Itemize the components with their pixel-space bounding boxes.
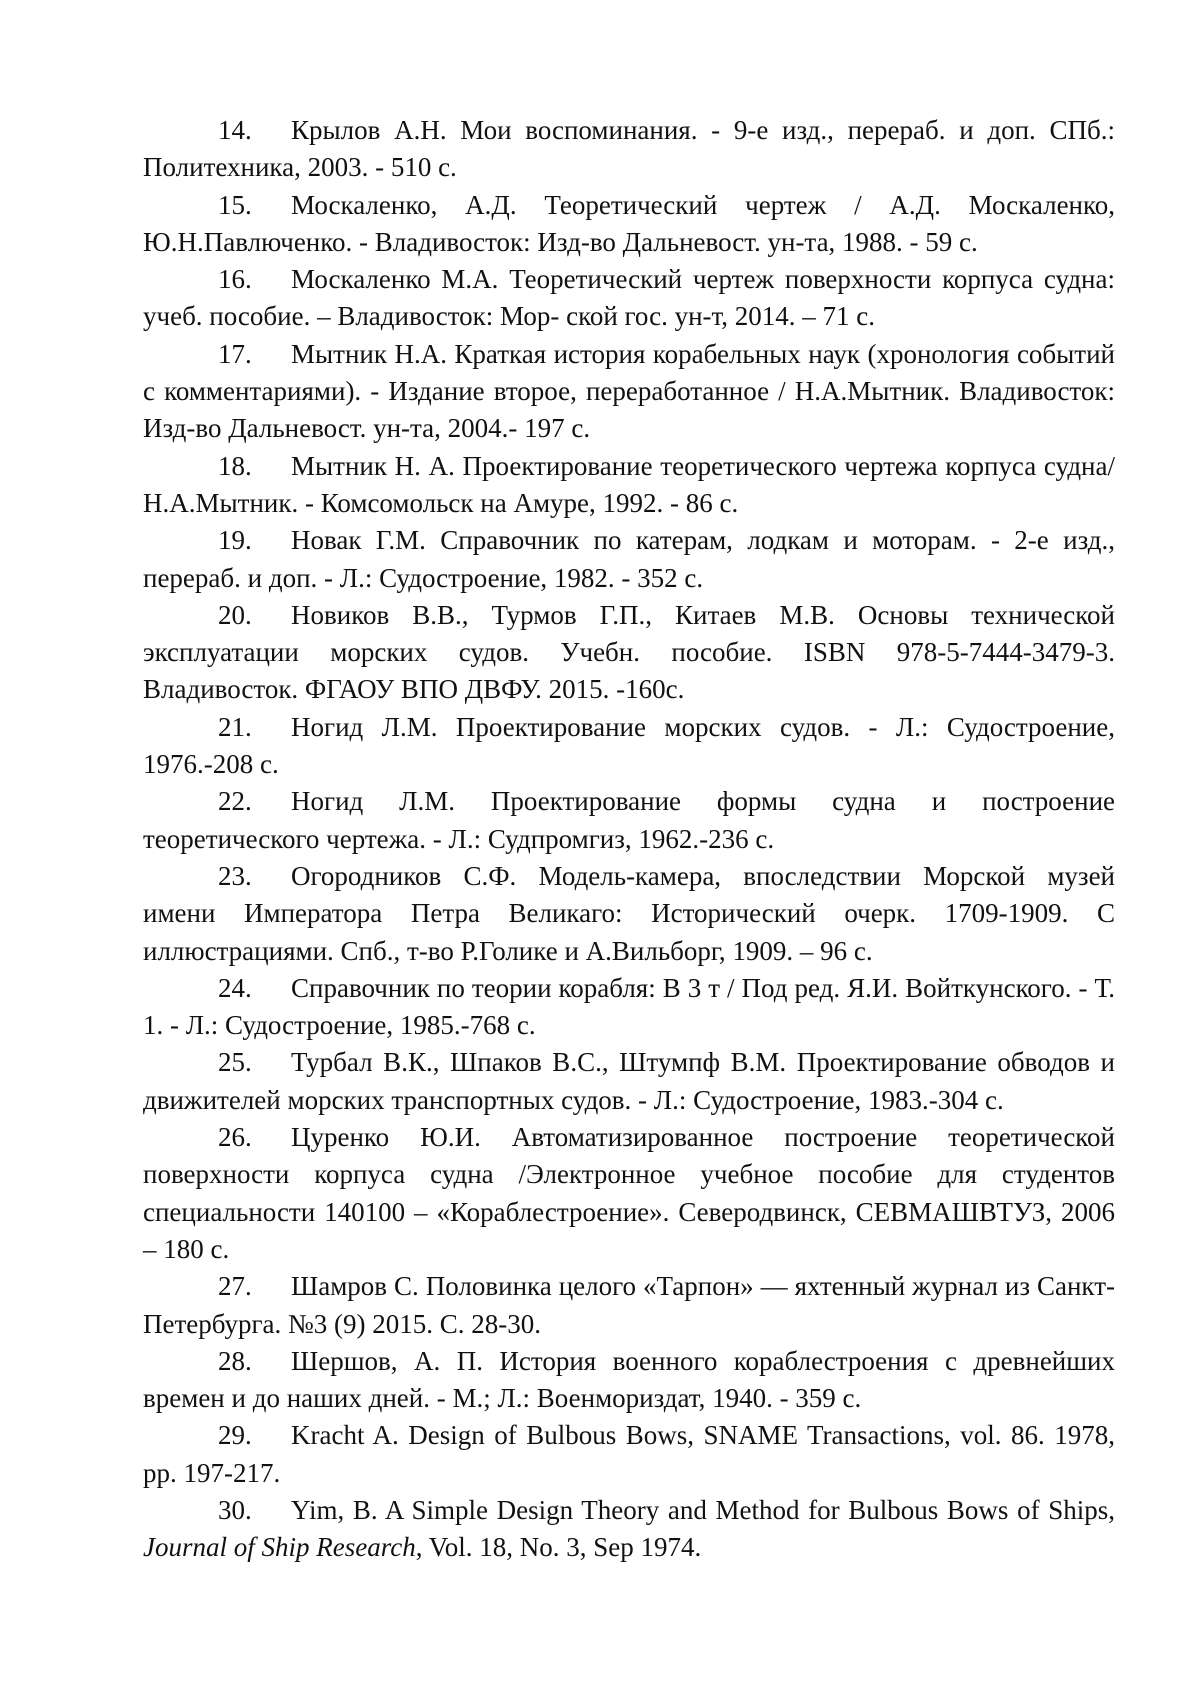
reference-text: Мытник Н.А. Краткая история корабельных наук (хронология событий с комментариями). - Издание второе, переработанное / Н.А.Мытник. Владивосток: Изд-во Дальневост. ун-та, 2004.- 197 с. bbox=[143, 338, 1115, 444]
reference-entry bbox=[143, 709, 1115, 784]
reference-text: Новак Г.М. Справочник по катерам, лодкам и моторам. - 2-е изд., перераб. и доп. - Л.: Судостроение, 1982. - 352 с. bbox=[143, 525, 1115, 593]
reference-number: 21. bbox=[218, 711, 252, 742]
reference-text-after: , Vol. 18, No. 3, Sep 1974. bbox=[415, 1532, 702, 1563]
reference-list bbox=[143, 112, 1115, 1567]
reference-number: 19. bbox=[218, 525, 252, 556]
reference-text: Kracht A. Design of Bulbous Bows, SNAME Transactions, vol. 86. 1978, pp. 197-217. bbox=[143, 1420, 1115, 1488]
reference-entry bbox=[143, 522, 1115, 597]
reference-text: Москаленко М.А. Теоретический чертеж поверхности корпуса судна: учеб. пособие. – Владивосток: Мор- ской гос. ун-т, 2014. – 71 с. bbox=[143, 264, 1115, 332]
reference-number: 14. bbox=[218, 115, 252, 145]
reference-entry bbox=[143, 1417, 1115, 1492]
reference-entry bbox=[143, 187, 1115, 262]
reference-entry bbox=[143, 1343, 1115, 1418]
reference-number: 23. bbox=[218, 860, 252, 891]
reference-number: 17. bbox=[218, 338, 252, 369]
reference-number: 28. bbox=[218, 1345, 252, 1376]
reference-number: 25. bbox=[218, 1047, 252, 1078]
reference-text: Ногид Л.М. Проектирование морских судов. - Л.: Судостроение, 1976.-208 с. bbox=[143, 711, 1115, 780]
journal-title: Journal of Ship Research bbox=[143, 1532, 416, 1563]
reference-text: Огородников С.Ф. Модель-камера, впоследствии Морской музей имени Императора Петра Великаго: Исторический очерк. 1709-1909. С иллюстрациями. Спб., т-во Р.Голике и А.Вильборг, 1909. – 96 с. bbox=[143, 860, 1115, 966]
reference-text: Цуренко Ю.И. Автоматизированное построение теоретической поверхности корпуса судна /Электронное учебное пособие для студентов специальности 140100 – «Кораблестроение». Северодвинск, СЕВМАШВТУЗ, 2006 – 180 с. bbox=[143, 1122, 1115, 1264]
reference-text: Москаленко, А.Д. Теоретический чертеж / А.Д. Москаленко, Ю.Н.Павлюченко. - Владивосток: Изд-во Дальневост. ун-та, 1988. - 59 с. bbox=[143, 189, 1115, 257]
reference-entry bbox=[143, 783, 1115, 858]
reference-entry bbox=[143, 112, 1115, 187]
reference-entry bbox=[143, 1044, 1115, 1119]
reference-text: Мытник Н. А. Проектирование теоретического чертежа корпуса судна/ Н.А.Мытник. - Комсомольск на Амуре, 1992. - 86 с. bbox=[143, 450, 1115, 518]
reference-text: Шершов, А. П. История военного кораблестроения с древнейших времен и до наших дней. - М.; Л.: Военмориздат, 1940. - 359 с. bbox=[143, 1345, 1115, 1414]
reference-entry bbox=[143, 448, 1115, 523]
reference-entry bbox=[143, 1119, 1115, 1268]
reference-entry bbox=[143, 336, 1115, 448]
reference-number: 29. bbox=[218, 1420, 252, 1451]
reference-number: 30. bbox=[218, 1494, 252, 1525]
reference-text: Турбал В.К., Шпаков В.С., Штумпф В.М. Проектирование обводов и движителей морских транспортных судов. - Л.: Судостроение, 1983.-304 с. bbox=[143, 1047, 1115, 1115]
reference-number: 16. bbox=[218, 264, 252, 295]
reference-number: 26. bbox=[218, 1122, 252, 1153]
reference-text: Справочник по теории корабля: В 3 т / Под ред. Я.И. Войткунского. - Т. 1. - Л.: Судостроение, 1985.-768 с. bbox=[143, 972, 1115, 1041]
reference-text: Крылов А.Н. Мои воспоминания. - 9-е изд., перераб. и доп. СПб.: Политехника, 2003. - 510 с. bbox=[143, 115, 1115, 183]
reference-text: Ногид Л.М. Проектирование формы судна и построение теоретического чертежа. - Л.: Судпромгиз, 1962.-236 с. bbox=[143, 786, 1115, 854]
reference-number: 27. bbox=[218, 1271, 252, 1302]
reference-number: 22. bbox=[218, 786, 252, 817]
reference-number: 15. bbox=[218, 189, 252, 220]
reference-number: 24. bbox=[218, 972, 252, 1003]
reference-number: 20. bbox=[218, 599, 252, 630]
reference-entry bbox=[143, 970, 1115, 1045]
reference-text: Шамров С. Половинка целого «Тарпон» — яхтенный журнал из Санкт-Петербурга. №3 (9) 2015. С. 28-30. bbox=[143, 1271, 1115, 1339]
reference-number: 18. bbox=[218, 450, 252, 481]
reference-text-before: Yim, B. A Simple Design Theory and Method for Bulbous Bows of Ships, bbox=[291, 1494, 1115, 1525]
reference-entry bbox=[143, 858, 1115, 970]
reference-entry bbox=[143, 1268, 1115, 1343]
reference-text: Новиков В.В., Турмов Г.П., Китаев М.В. Основы технической эксплуатации морских судов. Учебн. пособие. ISBN 978-5-7444-3479-3. Владивосток. ФГАОУ ВПО ДВФУ. 2015. -160с. bbox=[143, 599, 1115, 705]
reference-entry bbox=[143, 1492, 1115, 1567]
reference-entry bbox=[143, 597, 1115, 709]
reference-entry bbox=[143, 261, 1115, 336]
